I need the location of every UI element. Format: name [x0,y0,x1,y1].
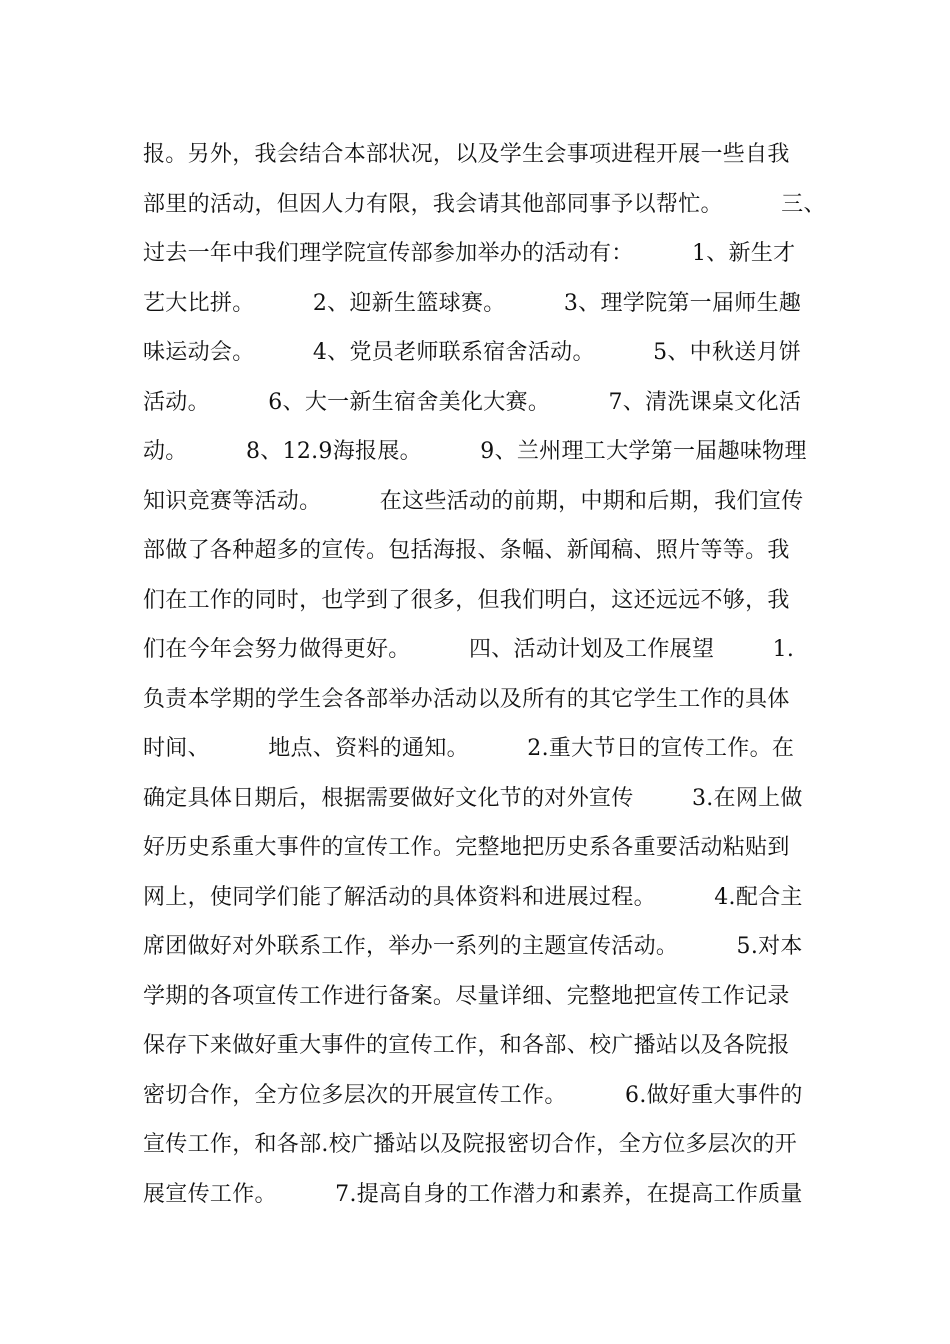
text-line: 过去一年中我们理学院宣传部参加举办的活动有： 1、新生才 [143,241,796,266]
text-line: 保存下来做好重大事件的宣传工作，和各部、校广播站以及各院报 [143,1033,790,1058]
text-line: 艺大比拼。 2、迎新生篮球赛。 3、理学院第一届师生趣 [143,290,802,316]
text-line: 动。 8、12.9海报展。 9、兰州理工大学第一届趣味物理 [143,439,807,464]
text-line: 宣传工作，和各部.校广播站以及院报密切合作，全方位多层次的开 [143,1132,797,1157]
text-line: 学期的各项宣传工作进行备案。尽量详细、完整地把宣传工作记录 [143,983,790,1009]
body-text [143,130,826,1219]
text-line: 席团做好对外联系工作，举办一系列的主题宣传活动。 5.对本 [143,934,803,959]
text-line: 展宣传工作。 7.提高自身的工作潜力和素养，在提高工作质量 [143,1181,803,1207]
text-line: 部里的活动，但因人力有限，我会请其他部同事予以帮忙。 三、 [143,191,826,217]
text-line: 们在今年会努力做得更好。 四、活动计划及工作展望 1. [143,637,795,662]
text-line: 们在工作的同时，也学到了很多，但我们明白，这还远远不够，我 [143,587,790,613]
text-line: 知识竞赛等活动。 在这些活动的前期，中期和后期，我们宣传 [143,488,804,514]
text-line: 负责本学期的学生会各部举办活动以及所有的其它学生工作的具体 [143,686,790,712]
text-line: 密切合作，全方位多层次的开展宣传工作。 6.做好重大事件的 [143,1082,803,1108]
text-line: 确定具体日期后，根据需要做好文化节的对外宣传 3.在网上做 [143,785,803,811]
text-line: 报。另外，我会结合本部状况，以及学生会事项进程开展一些自我 [143,142,790,167]
text-line: 部做了各种超多的宣传。包括海报、条幅、新闻稿、照片等等。我 [143,538,790,563]
text-line: 活动。 6、大一新生宿舍美化大赛。 7、清洗课桌文化活 [143,389,802,415]
text-line: 好历史系重大事件的宣传工作。完整地把历史系各重要活动粘贴到 [143,835,790,860]
text-line: 时间、 地点、资料的通知。 2.重大节日的宣传工作。在 [143,736,795,761]
text-line: 味运动会。 4、党员老师联系宿舍活动。 5、中秋送月饼 [143,340,802,365]
text-line: 网上，使同学们能了解活动的具体资料和进展过程。 4.配合主 [143,884,803,910]
